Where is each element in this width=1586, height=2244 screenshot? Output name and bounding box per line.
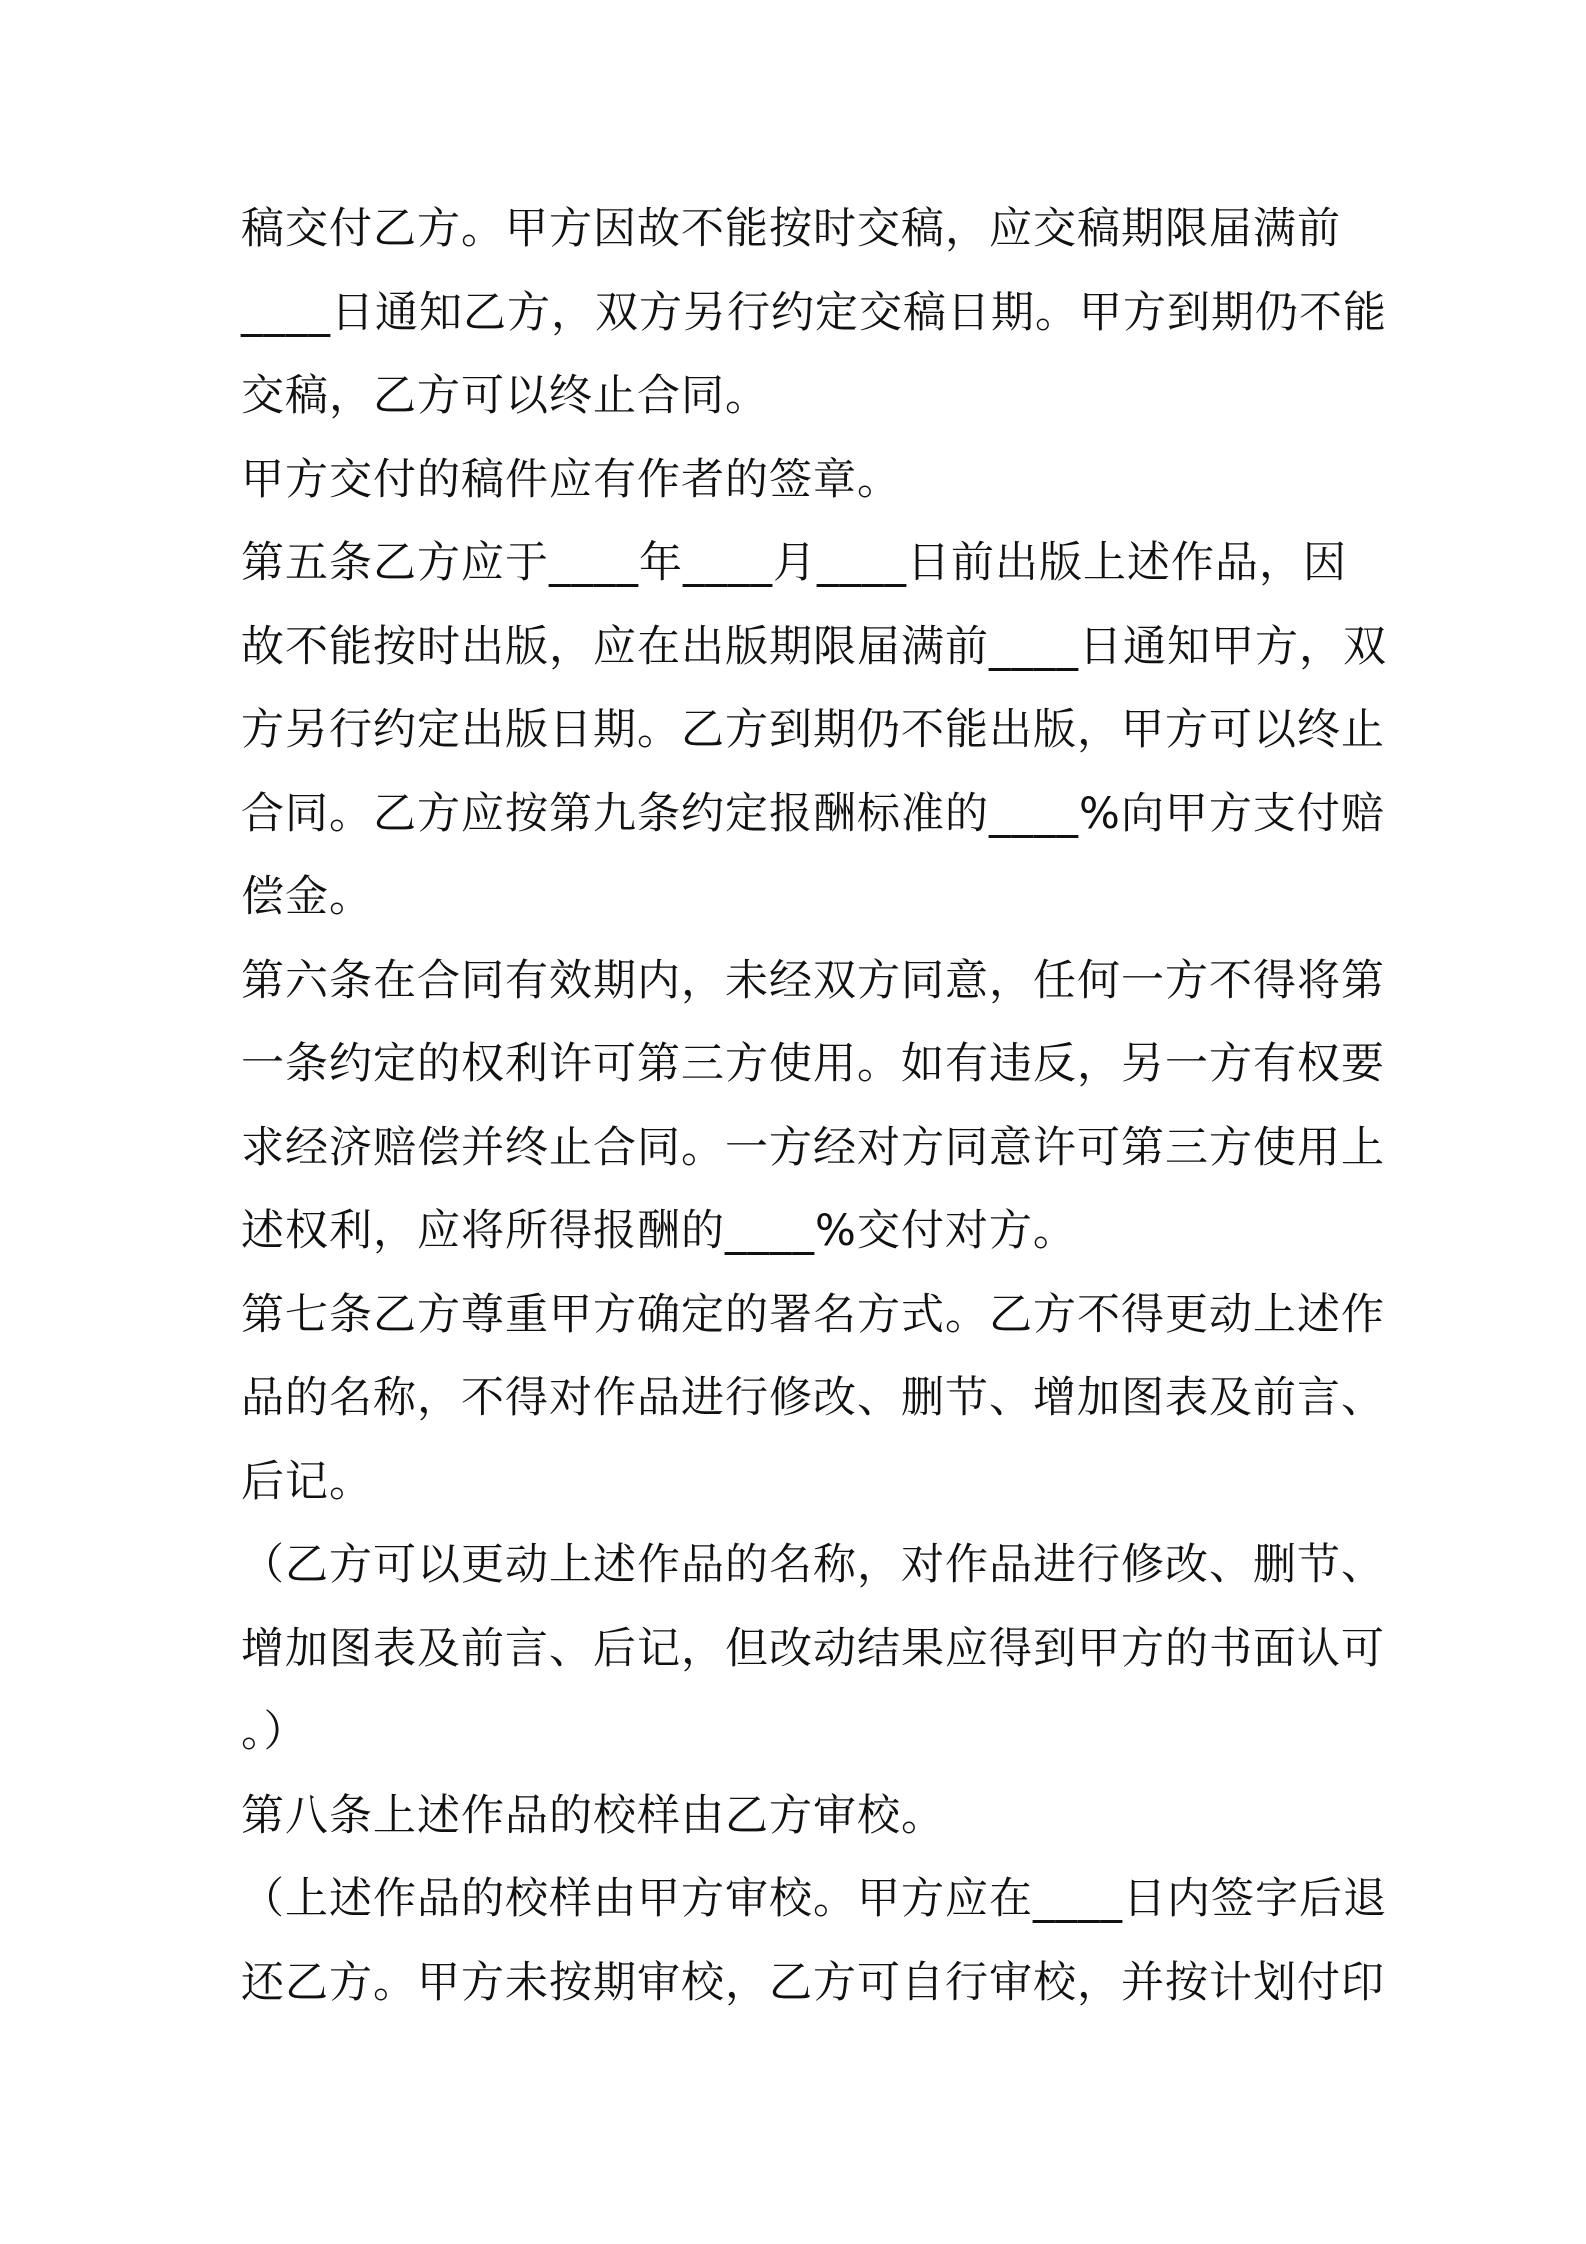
text-line: 甲方交付的稿件应有作者的签章。	[241, 454, 901, 505]
article-8-line: 第八条上述作品的校样由乙方审校。	[241, 1790, 945, 1841]
article-6-line: 第六条在合同有效期内，未经双方同意，任何一方不得将第	[241, 955, 1385, 1006]
text-line: 一条约定的权利许可第三方使用。如有违反，另一方有权要	[241, 1039, 1385, 1089]
article-5-line: 第五条乙方应于____年____月____日前出版上述作品，因	[241, 538, 1347, 588]
text-line: 方另行约定出版日期。乙方到期仍不能出版，甲方可以终止	[241, 705, 1385, 755]
alt-clause-line: （乙方可以更动上述作品的名称，对作品进行修改、删节、	[241, 1540, 1385, 1590]
text-line: 。）	[241, 1707, 308, 1757]
text-line: 稿交付乙方。甲方因故不能按时交稿，应交稿期限届满前	[241, 204, 1341, 254]
text-line: 品的名称，不得对作品进行修改、删节、增加图表及前言、	[241, 1373, 1385, 1423]
text-line: 增加图表及前言、后记，但改动结果应得到甲方的书面认可	[241, 1623, 1385, 1674]
article-7-line: 第七条乙方尊重甲方确定的署名方式。乙方不得更动上述作	[241, 1289, 1385, 1340]
text-line: 合同。乙方应按第九条约定报酬标准的____%向甲方支付赔	[241, 788, 1385, 839]
text-line: 还乙方。甲方未按期审校，乙方可自行审校，并按计划付印	[241, 1957, 1385, 2008]
text-line: 偿金。	[241, 872, 373, 922]
text-line: 故不能按时出版，应在出版期限届满前____日通知甲方，双	[241, 621, 1387, 672]
alt-clause-line: （上述作品的校样由甲方审校。甲方应在____日内签字后退	[241, 1874, 1387, 1924]
text-line: ____日通知乙方，双方另行约定交稿日期。甲方到期仍不能	[241, 287, 1387, 338]
text-line: 交稿，乙方可以终止合同。	[241, 371, 769, 421]
contract-text	[241, 188, 1387, 2025]
text-line: 述权利，应将所得报酬的____%交付对方。	[241, 1206, 1077, 1256]
text-line: 求经济赔偿并终止合同。一方经对方同意许可第三方使用上	[241, 1122, 1385, 1173]
text-line: 后记。	[241, 1456, 373, 1507]
